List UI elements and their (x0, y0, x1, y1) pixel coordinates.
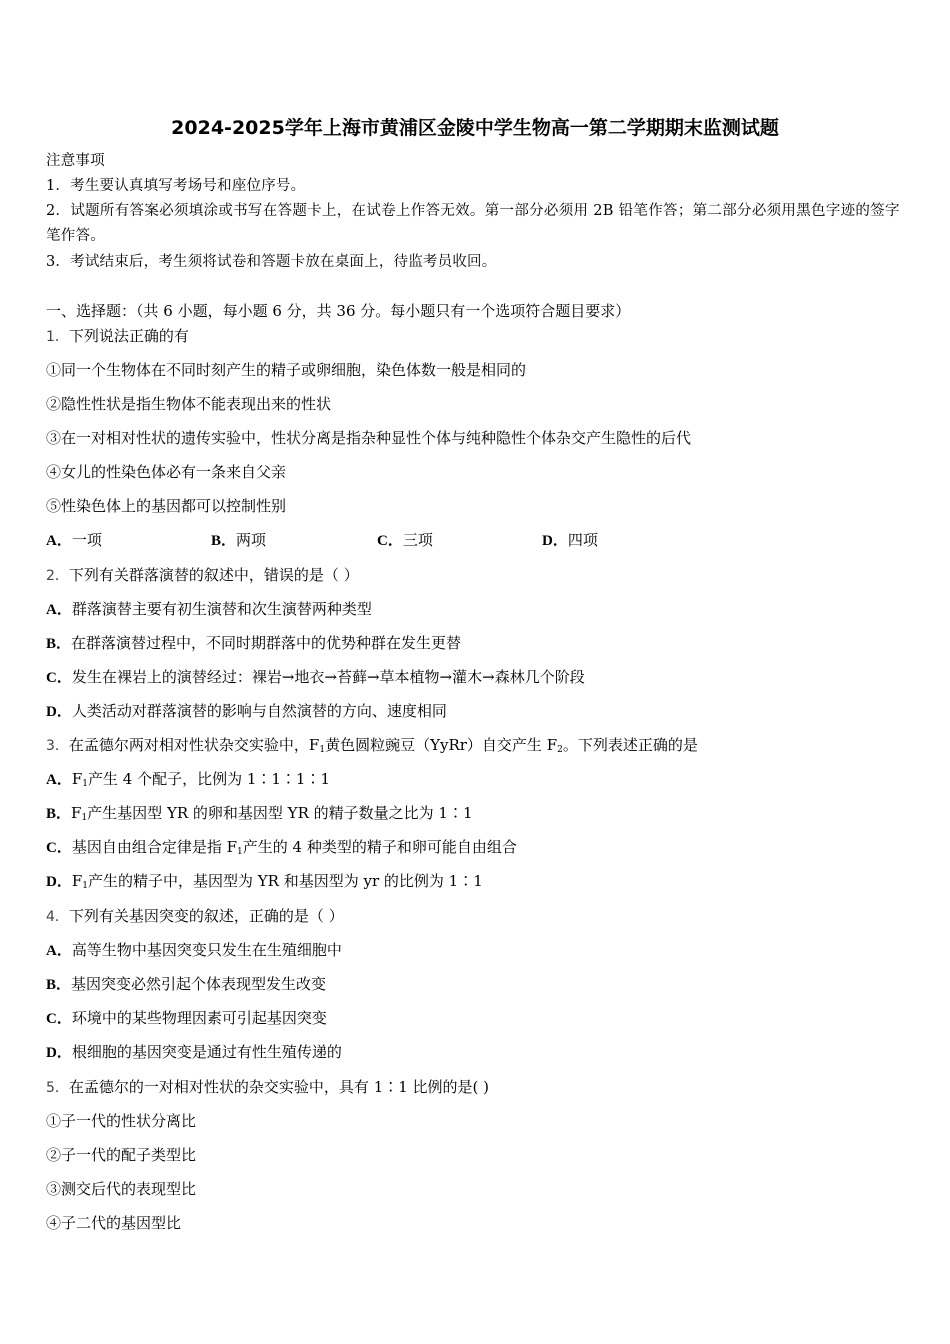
option-text: F (71, 872, 83, 890)
question-number: 5． (46, 1080, 69, 1096)
subscript: 1 (319, 745, 326, 755)
statement-item: ⑤性染色体上的基因都可以控制性别 (46, 497, 287, 515)
option-c[interactable] (46, 1008, 327, 1029)
question-text: 在孟德尔两对相对性状杂交实验中，F (68, 736, 320, 754)
question-number: 1． (46, 329, 69, 345)
option-c[interactable] (46, 667, 585, 688)
option-text: 四项 (567, 531, 598, 549)
subscript: 1 (82, 881, 88, 891)
option-b[interactable] (46, 633, 461, 654)
option-letter: D． (46, 704, 72, 720)
statement-item: ②子一代的配子类型比 (46, 1146, 197, 1164)
question-number: 3． (46, 738, 69, 754)
option-text: 发生在裸岩上的演替经过：裸岩→地衣→苔藓→草本植物→灌木→森林几个阶段 (71, 668, 585, 686)
statement-item: ④女儿的性染色体必有一条来自父亲 (46, 463, 287, 481)
option-letter: C． (46, 670, 72, 686)
statement-item: ①子一代的性状分离比 (46, 1112, 197, 1130)
option-letter: B． (46, 806, 72, 822)
statement-item: ①同一个生物体在不同时刻产生的精子或卵细胞，染色体数一般是相同的 (46, 361, 527, 379)
question-number: 4． (46, 909, 69, 925)
option-a[interactable] (46, 769, 330, 794)
option-text: 一项 (71, 531, 102, 549)
notice-heading: 注意事项 (46, 153, 105, 169)
option-text: 人类活动对群落演替的影响与自然演替的方向、速度相同 (71, 702, 447, 720)
option-letter: C． (46, 840, 72, 856)
notice-item: 3．考试结束后，考生须将试卷和答题卡放在桌面上，待监考员收回。 (46, 254, 497, 270)
question-text: 。下列表述正确的是 (562, 736, 698, 754)
option-a[interactable] (46, 530, 102, 551)
option-letter: A． (46, 533, 72, 549)
option-d[interactable] (46, 701, 447, 722)
option-letter: D． (46, 874, 72, 890)
option-text: 产生的精子中，基因型为 YR 和基因型为 yr 的比例为 1∶1 (88, 872, 483, 890)
question-1-stem (46, 326, 189, 347)
option-letter: B． (46, 636, 72, 652)
option-text: 基因自由组合定律是指 F (71, 838, 238, 856)
option-text: 高等生物中基因突变只发生在生殖细胞中 (71, 941, 342, 959)
option-a[interactable] (46, 599, 372, 620)
question-number: 2． (46, 568, 69, 584)
statement-item: ③测交后代的表现型比 (46, 1180, 197, 1198)
option-letter: C． (46, 1011, 72, 1027)
subscript: 2 (557, 745, 563, 755)
question-5-stem (46, 1077, 489, 1098)
notice-item: 1．考生要认真填写考场号和座位序号。 (46, 178, 306, 194)
option-d[interactable] (46, 1042, 342, 1063)
question-3-stem (46, 735, 698, 760)
question-2-stem (46, 565, 359, 586)
option-text: 产生 4 个配子，比例为 1∶1∶1∶1 (88, 770, 331, 788)
section-heading: 一、选择题：（共 6 小题，每小题 6 分，共 36 分。每小题只有一个选项符合题目要求） (46, 302, 631, 320)
option-text: 根细胞的基因突变是通过有性生殖传递的 (71, 1043, 342, 1061)
option-b[interactable] (211, 530, 266, 551)
option-letter: A． (46, 602, 72, 618)
option-c[interactable] (377, 530, 433, 551)
option-letter: B． (211, 533, 237, 549)
statement-item: ③在一对相对性状的遗传实验中，性状分离是指杂种显性个体与纯种隐性个体杂交产生隐性的后代 (46, 429, 692, 447)
option-text: 在群落演替过程中，不同时期群落中的优势种群在发生更替 (71, 634, 462, 652)
question-text: 下列有关基因突变的叙述，正确的是（ ） (68, 907, 344, 925)
question-text: 下列有关群落演替的叙述中，错误的是（ ） (68, 566, 359, 584)
option-d[interactable] (542, 530, 598, 551)
option-b[interactable] (46, 974, 326, 995)
subscript: 1 (81, 813, 88, 823)
option-text: 环境中的某些物理因素可引起基因突变 (71, 1009, 327, 1027)
question-text: 在孟德尔的一对相对性状的杂交实验中，具有 1∶1 比例的是( ) (68, 1078, 490, 1096)
option-letter: C． (377, 533, 403, 549)
option-c[interactable] (46, 837, 517, 862)
question-text: 下列说法正确的有 (68, 327, 189, 345)
subscript: 1 (82, 779, 88, 789)
option-d[interactable] (46, 871, 483, 896)
notice-item: 2．试题所有答案必须填涂或书写在答题卡上，在试卷上作答无效。第一部分必须用 2B 铅笔作答；第二部分必须用黑色字迹的签字笔作答。 (46, 203, 900, 244)
option-letter: A． (46, 772, 72, 788)
option-text: 基因突变必然引起个体表现型发生改变 (71, 975, 327, 993)
option-text: 群落演替主要有初生演替和次生演替两种类型 (71, 600, 372, 618)
option-letter: A． (46, 943, 72, 959)
statement-item: ②隐性性状是指生物体不能表现出来的性状 (46, 395, 332, 413)
option-text: 两项 (236, 531, 267, 549)
statement-item: ④子二代的基因型比 (46, 1214, 182, 1232)
page-title: 2024-2025学年上海市黄浦区金陵中学生物高一第二学期期末监测试题 (171, 117, 779, 139)
subscript: 1 (237, 847, 243, 857)
option-text: F (71, 804, 82, 822)
option-a[interactable] (46, 940, 342, 961)
option-text: 产生基因型 YR 的卵和基因型 YR 的精子数量之比为 1∶1 (87, 804, 473, 822)
question-text: 黄色圆粒豌豆（YyRr）自交产生 F (325, 736, 558, 754)
option-letter: D． (542, 533, 568, 549)
question-4-stem (46, 906, 344, 927)
option-b[interactable] (46, 803, 473, 828)
option-text: F (71, 770, 83, 788)
option-text: 产生的 4 种类型的精子和卵可能自由组合 (242, 838, 517, 856)
option-letter: D． (46, 1045, 72, 1061)
option-text: 三项 (402, 531, 433, 549)
option-letter: B． (46, 977, 72, 993)
